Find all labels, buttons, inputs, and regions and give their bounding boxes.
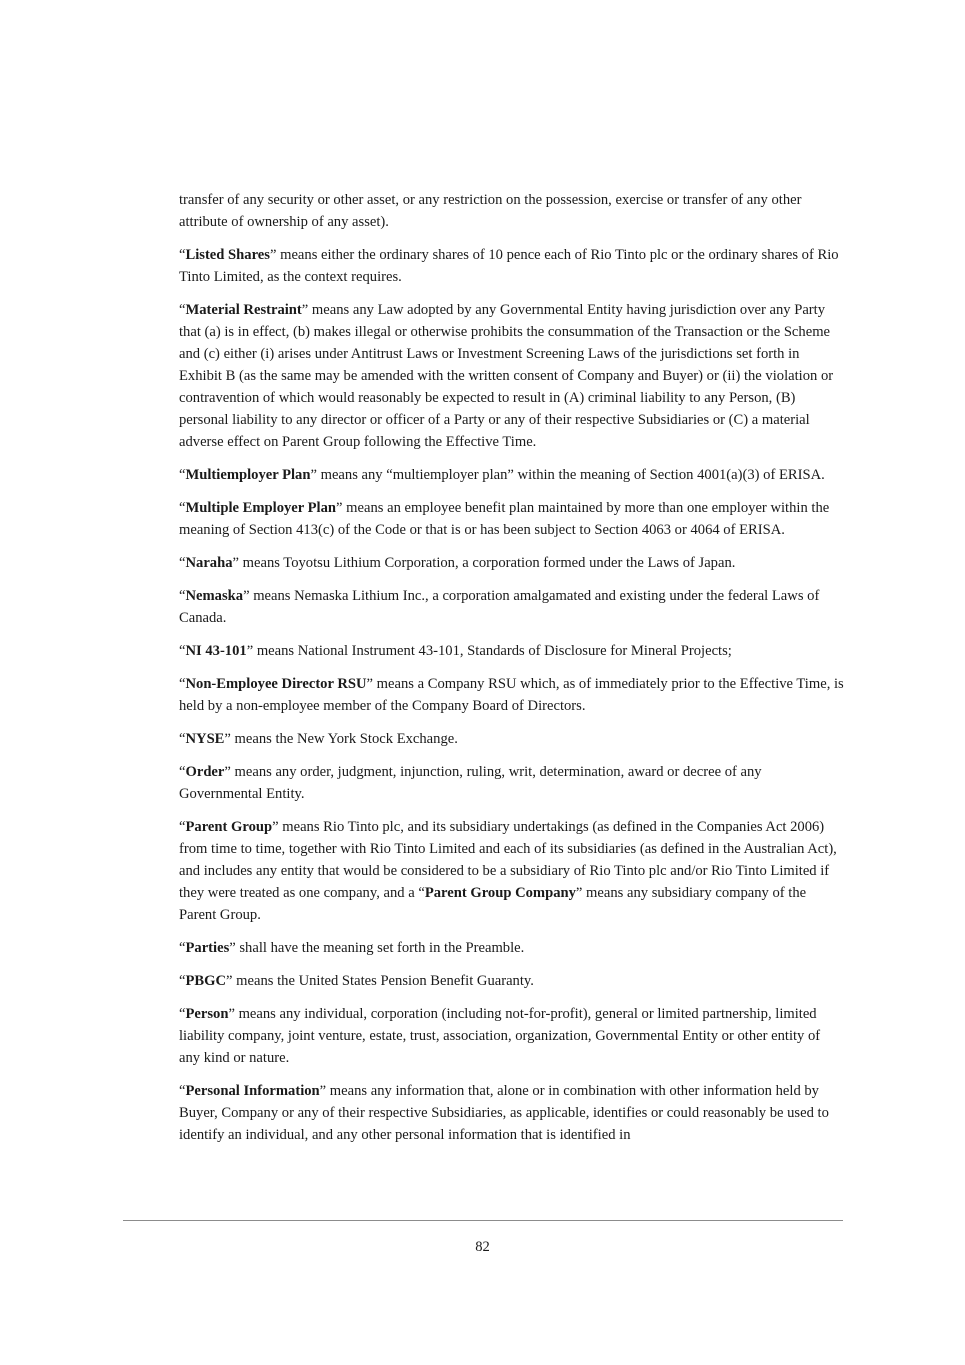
definition-parties xyxy=(179,937,844,959)
defined-term: NI 43-101 xyxy=(185,643,247,659)
defined-term-secondary: Parent Group Company xyxy=(424,885,576,901)
defined-term: Non-Employee Director RSU xyxy=(185,676,367,692)
page-number: 82 xyxy=(475,1239,490,1255)
definition-text: ” means the New York Stock Exchange. xyxy=(224,731,458,747)
definition-personal-information xyxy=(179,1080,844,1146)
definition-text: ” means Rio Tinto plc, and its subsidiary undertakings (as defined in the Companies Act 2006) from time to time, together with Rio Tinto Limited and each of its subsidiaries (as defined in the Australian Act), and includes any entity that would be considered to be a subsidiary of Rio Tinto plc and/or Rio Tinto Limited if they were treated as one company, and a “ xyxy=(179,819,837,901)
open-quote: “ xyxy=(179,731,186,747)
defined-term: Nemaska xyxy=(185,588,244,604)
definition-naraha xyxy=(179,552,844,574)
open-quote: “ xyxy=(179,588,186,604)
definition-text: ” means National Instrument 43-101, Standards of Disclosure for Mineral Projects; xyxy=(246,643,732,659)
footer-divider xyxy=(123,1220,843,1221)
open-quote: “ xyxy=(179,764,186,780)
definition-multiple-employer-plan xyxy=(179,497,844,541)
defined-term: Listed Shares xyxy=(185,247,270,263)
definition-ni-43-101 xyxy=(179,640,844,662)
definition-text: ” means any Law adopted by any Governmental Entity having jurisdiction over any Party that (a) is in effect, (b) makes illegal or otherwise prohibits the consummation of the Transaction or the Scheme and (c) either (i) arises under Antitrust Laws or Investment Screening Laws of the jurisdictions set forth in Exhibit B (as the same may be amended with the written consent of Company and Buyer) or (ii) the violation or contravention of which would reasonably be expected to result in (A) criminal liability to any Person, (B) personal liability to any director or officer of a Party or any of their respective Subsidiaries or (C) a material adverse effect on Parent Group following the Effective Time. xyxy=(179,302,834,450)
defined-term: PBGC xyxy=(185,973,227,989)
definition-parent-group xyxy=(179,816,844,926)
defined-term: Order xyxy=(185,764,225,780)
definition-text: ” means any information that, alone or in combination with other information held by Buyer, Company or any of their respective Subsidiaries, as applicable, identifies or could reasonably be used to identify an individual, and any other personal information that is identified in xyxy=(179,1083,829,1143)
definition-text: ” means any individual, corporation (including not-for-profit), general or limited partnership, limited liability company, joint venture, estate, trust, association, organization, Governmental Entity or other entity of any kind or nature. xyxy=(179,1006,821,1066)
definition-text: ” means a Company RSU which, as of immediately prior to the Effective Time, is held by a non-employee member of the Company Board of Directors. xyxy=(179,676,844,714)
definition-person xyxy=(179,1003,844,1069)
definition-text: ” means any “multiemployer plan” within the meaning of Section 4001(a)(3) of ERISA. xyxy=(310,467,825,483)
definition-text: ” means any order, judgment, injunction, ruling, writ, determination, award or decree of any Governmental Entity. xyxy=(179,764,762,802)
definition-text: ” means the United States Pension Benefit Guaranty. xyxy=(226,973,534,989)
definition-material-restraint xyxy=(179,299,844,453)
definition-text: ” means either the ordinary shares of 10 pence each of Rio Tinto plc or the ordinary shares of Rio Tinto Limited, as the context requires. xyxy=(179,247,839,285)
defined-term: Multiemployer Plan xyxy=(185,467,311,483)
open-quote: “ xyxy=(179,819,186,835)
paragraph-continuation xyxy=(179,189,844,233)
open-quote: “ xyxy=(179,676,186,692)
open-quote: “ xyxy=(179,467,186,483)
defined-term: NYSE xyxy=(185,731,225,747)
open-quote: “ xyxy=(179,1083,186,1099)
open-quote: “ xyxy=(179,555,186,571)
document-body xyxy=(179,189,844,1157)
defined-term: Naraha xyxy=(185,555,233,571)
definition-non-employee-director-rsu xyxy=(179,673,844,717)
open-quote: “ xyxy=(179,940,186,956)
paragraph-text: transfer of any security or other asset, or any restriction on the possession, exercise or transfer of any other attribute of ownership of any asset). xyxy=(179,192,802,230)
defined-term: Multiple Employer Plan xyxy=(185,500,337,516)
definition-nyse xyxy=(179,728,844,750)
definition-nemaska xyxy=(179,585,844,629)
definition-text: ” shall have the meaning set forth in the Preamble. xyxy=(229,940,525,956)
defined-term: Parties xyxy=(185,940,230,956)
definition-text: ” means an employee benefit plan maintained by more than one employer within the meaning of Section 413(c) of the Code or that is or has been subject to Section 4063 or 4064 of ERISA. xyxy=(179,500,830,538)
definition-text: ” means Toyotsu Lithium Corporation, a corporation formed under the Laws of Japan. xyxy=(232,555,736,571)
open-quote: “ xyxy=(179,302,186,318)
defined-term: Personal Information xyxy=(185,1083,320,1099)
open-quote: “ xyxy=(179,1006,186,1022)
definition-text-secondary: ” means any subsidiary company of the Parent Group. xyxy=(179,885,807,923)
defined-term: Material Restraint xyxy=(185,302,302,318)
definition-multiemployer-plan xyxy=(179,464,844,486)
definition-text: ” means Nemaska Lithium Inc., a corporation amalgamated and existing under the federal Laws of Canada. xyxy=(179,588,820,626)
open-quote: “ xyxy=(179,247,186,263)
defined-term: Parent Group xyxy=(185,819,273,835)
open-quote: “ xyxy=(179,500,186,516)
defined-term: Person xyxy=(185,1006,229,1022)
open-quote: “ xyxy=(179,973,186,989)
definition-order xyxy=(179,761,844,805)
open-quote: “ xyxy=(179,643,186,659)
definition-listed-shares xyxy=(179,244,844,288)
definition-pbgc xyxy=(179,970,844,992)
